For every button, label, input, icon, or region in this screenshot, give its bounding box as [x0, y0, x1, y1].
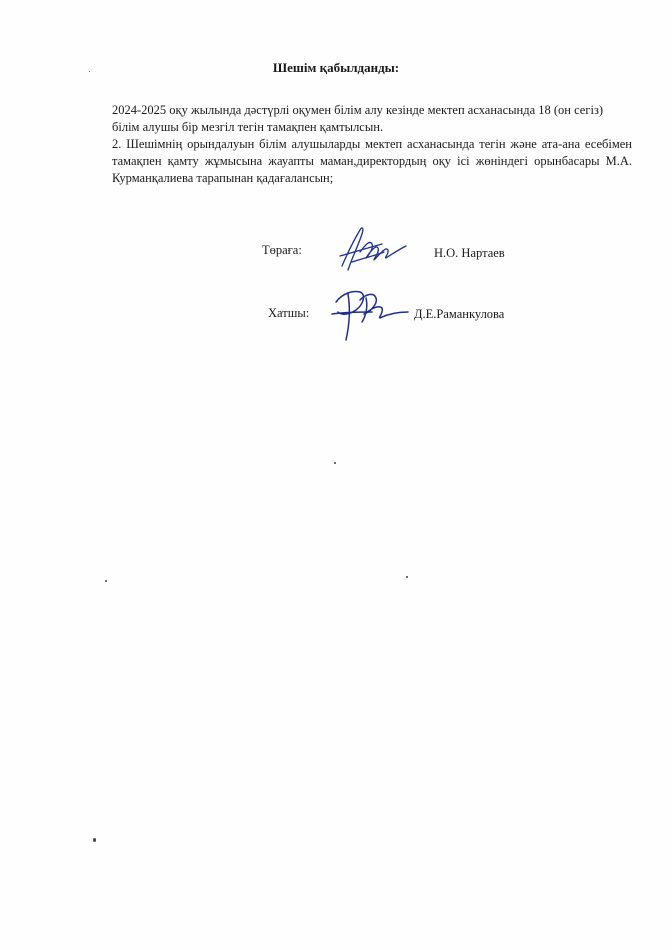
secretary-signature — [326, 282, 414, 346]
chair-label: Төраға: — [262, 243, 302, 257]
scan-speck — [89, 71, 90, 72]
secretary-label: Хатшы: — [268, 306, 310, 320]
decision-paragraph-2: 2. Шешімнің орындалуын білім алушыларды мектеп асханасында тегін және ата-ана есебімен тамақпен қамту жұмысына жауапты маман,директордың оқу ісі жөніндегі орынбасары М.А. Курманқалиева тарапынан қадағалансын; — [112, 137, 632, 185]
scan-speck — [406, 576, 408, 578]
scan-speck — [105, 580, 107, 582]
scan-speck — [93, 838, 96, 842]
decision-heading: Шешім қабылданды: — [272, 60, 400, 75]
scan-speck — [334, 462, 336, 464]
chair-signature — [334, 222, 414, 280]
decision-paragraph-1: 2024-2025 оқу жылында дәстүрлі оқумен білім алу кезінде мектеп асханасында 18 (он сегіз) білім алушы бір мезгіл тегін тамақпен қамтылсын. — [112, 103, 604, 134]
chair-name: Н.О. Нартаев — [434, 246, 505, 260]
secretary-name: Д.Е.Раманкулова — [414, 307, 505, 321]
